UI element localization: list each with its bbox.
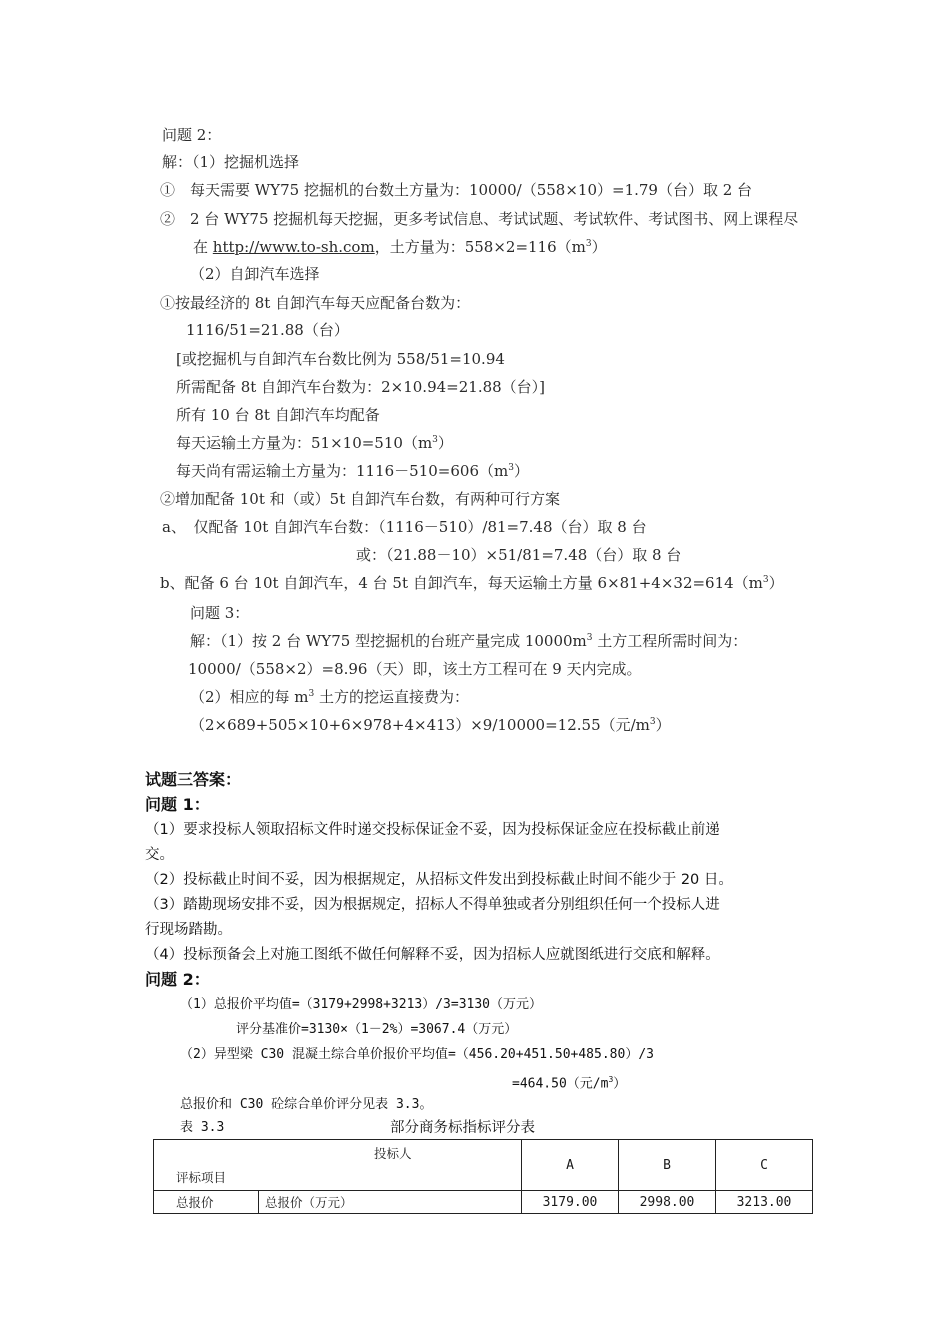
- row-item-label: 总报价（万元）: [259, 1191, 522, 1214]
- cell-value-b: 2998.00: [619, 1191, 716, 1214]
- answer-paragraph: （1）要求投标人领取招标文件时递交投标保证金不妥，因为投标保证金应在投标截止前递: [145, 822, 720, 838]
- table-number: 表 3.3: [180, 1120, 225, 1135]
- calc-line: 总报价和 C30 砼综合单价评分见表 3.3。: [180, 1097, 433, 1112]
- solution-line: 在 http://www.to-sh.com，土方量为：$558\times 2=116(m^3)$: [193, 238, 607, 256]
- solution-line: （2）自卸汽车选择: [190, 265, 320, 283]
- solution-line: a、 仅配备 10t 自卸汽车台数：（1116－510）/81=7.48（台）取 8 台: [162, 518, 647, 536]
- solution-line: 或：（21.88－10）×51/81=7.48（台）取 8 台: [356, 546, 682, 564]
- solution-line: ②增加配备 10t 和（或）5t 自卸汽车台数，有两种可行方案: [160, 490, 560, 508]
- solution-line: 每天尚有需运输土方量为：$1116-510=606(m^3)$: [176, 462, 529, 480]
- answer-paragraph: 行现场踏勘。: [145, 922, 232, 938]
- calc-line: 评分基准价=3130×（1－2%）=3067.4（万元）: [236, 1022, 518, 1037]
- solution-line: （2×689+505×10+6×978+4×413）×9/10000=12.55（元$/m^3$）: [190, 716, 671, 734]
- row-group-label: 总报价: [154, 1191, 259, 1214]
- solution-line: ①按最经济的 8t 自卸汽车每天应配备台数为：: [160, 294, 471, 312]
- answer-paragraph: 交。: [145, 847, 174, 863]
- calc-line: =464.50（元$/m^3$）: [512, 1075, 627, 1092]
- answer-paragraph: （4）投标预备会上对施工图纸不做任何解释不妥，因为招标人应就图纸进行交底和解释。: [145, 947, 720, 963]
- column-header-c: C: [716, 1140, 813, 1191]
- solution-line: 所有 10 台 8t 自卸汽车均配备: [176, 406, 380, 424]
- cell-value-c: 3213.00: [716, 1191, 813, 1214]
- solution-line: 所需配备 8t 自卸汽车台数为：2×10.94=21.88（台）]: [176, 378, 546, 396]
- calc-line: （2）异型梁 C30 混凝土综合单价报价平均值=（456.20+451.50+485.80）/3: [180, 1047, 654, 1062]
- answer-paragraph: （3）踏勘现场安排不妥，因为根据规定，招标人不得单独或者分别组织任何一个投标人进: [145, 897, 720, 913]
- website-link[interactable]: http://www.to-sh.com: [212, 238, 375, 256]
- solution-line: b、配备 6 台 10t 自卸汽车，4 台 5t 自卸汽车，每天运输土方量 $6\times 81+4\times 32=614(m^3)$: [160, 574, 784, 592]
- answer-paragraph: （2）投标截止时间不妥，因为根据规定，从招标文件发出到投标截止时间不能少于 20 日。: [145, 872, 733, 888]
- solution-line: ① 每天需要 WY75 挖掘机的台数土方量为：10000/（558×10）=1.79（台）取 2 台: [160, 181, 753, 199]
- solution-line: ② 2 台 WY75 挖掘机每天挖掘，更多考试信息、考试试题、考试软件、考试图书、网上课程尽: [160, 210, 799, 228]
- table-row: [154, 1191, 813, 1214]
- solution-line: （2）相应的每 $m^3$ 土方的挖运直接费为：: [190, 688, 470, 706]
- solution-line: [或挖掘机与自卸汽车台数比例为 558/51=10.94: [176, 350, 505, 368]
- section-title: 试题三答案：: [145, 770, 242, 789]
- column-header-a: A: [522, 1140, 619, 1191]
- question-2-heading: 问题 2：: [162, 126, 222, 144]
- question-3-heading: 问题 3：: [190, 604, 250, 622]
- question-1-heading: 问题 1：: [145, 795, 210, 814]
- table-title: 部分商务标指标评分表: [390, 1120, 535, 1136]
- column-header-b: B: [619, 1140, 716, 1191]
- question-2-heading: 问题 2：: [145, 970, 210, 989]
- header-item-label: 评标项目: [176, 1170, 227, 1185]
- cell-value-a: 3179.00: [522, 1191, 619, 1214]
- scoring-table: [153, 1139, 813, 1214]
- table-diagonal-header: [154, 1140, 522, 1191]
- solution-line: 10000/（558×2）=8.96（天）即，该土方工程可在 9 天内完成。: [188, 660, 642, 678]
- solution-line: 1116/51=21.88（台）: [186, 321, 349, 339]
- table-header-row: [154, 1140, 813, 1191]
- solution-line: 解：（1）挖掘机选择: [162, 153, 300, 171]
- calc-line: （1）总报价平均值=（3179+2998+3213）/3=3130（万元）: [180, 997, 543, 1012]
- solution-line: 每天运输土方量为：$51\times 10=510(m^3)$: [176, 434, 453, 452]
- solution-line: 解：（1）按 2 台 WY75 型挖掘机的台班产量完成 $10000m^3$ 土方工程所需时间为：: [190, 632, 748, 650]
- header-bidder-label: 投标人: [374, 1146, 412, 1161]
